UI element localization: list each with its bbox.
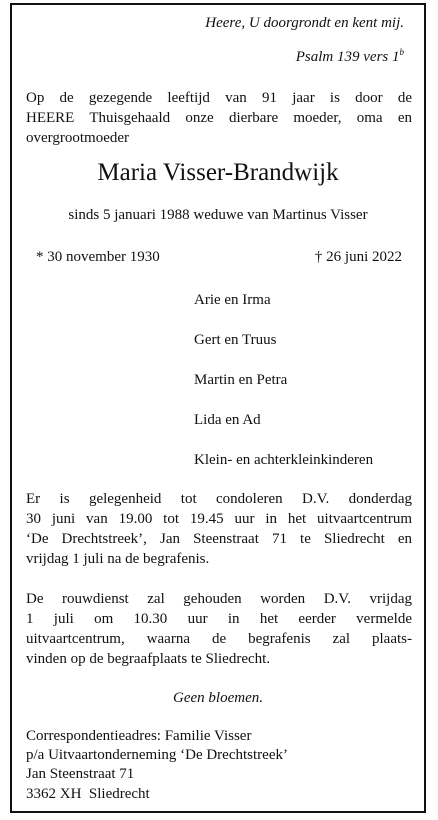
family-member: Arie en Irma: [194, 292, 271, 308]
no-flowers-note: Geen bloemen.: [173, 690, 263, 706]
intro-line: overgrootmoeder: [26, 130, 130, 146]
condolence-line: Er is gelegenheid tot condoleren D.V. donderdag: [26, 491, 412, 507]
family-member: Martin en Petra: [194, 372, 288, 388]
motto-reference-sup: b: [399, 47, 404, 57]
service-line: De rouwdienst zal gehouden worden D.V. vrijdag: [26, 591, 412, 607]
correspondence-line: Correspondentieadres: Familie Visser: [26, 728, 252, 744]
family-member: Klein- en achterkleinkinderen: [194, 452, 374, 468]
condolence-paragraph: [26, 489, 412, 569]
death-date: † 26 juni 2022: [314, 249, 402, 265]
service-line: uitvaartcentrum, waarna de begrafenis zal plaats-: [26, 631, 412, 647]
condolence-line: 30 juni van 19.00 tot 19.45 uur in het uitvaartcentrum: [26, 511, 412, 527]
motto-reference: Psalm 139 vers 1$^b$: [295, 47, 404, 65]
obituary-card: [10, 3, 426, 813]
service-line: 1 juli om 10.30 uur in het eerder vermelde: [26, 611, 412, 627]
family-member: Gert en Truus: [194, 332, 277, 348]
intro-paragraph: [26, 88, 412, 148]
motto-verse: Heere, U doorgrondt en kent mij.: [205, 15, 404, 31]
deceased-name: Maria Visser-Brandwijk: [97, 159, 339, 186]
family-member: Lida en Ad: [194, 412, 261, 428]
intro-line: HEERE Thuisgehaald onze dierbare moeder, oma en: [26, 110, 412, 126]
correspondence-line: Jan Steenstraat 71: [26, 766, 135, 782]
condolence-line: ‘De Drechtstreek’, Jan Steenstraat 71 te Sliedrecht en: [26, 531, 412, 547]
widow-line: sinds 5 januari 1988 weduwe van Martinus Visser: [68, 207, 368, 223]
service-paragraph: [26, 589, 412, 669]
intro-line: Op de gezegende leeftijd van 91 jaar is door de: [26, 90, 412, 106]
condolence-line: vrijdag 1 juli na de begrafenis.: [26, 551, 210, 567]
birth-date: * 30 november 1930: [36, 249, 160, 265]
correspondence-line: 3362 XH Sliedrecht: [26, 786, 150, 802]
service-line: vinden op de begraafplaats te Sliedrecht.: [26, 651, 271, 667]
correspondence-line: p/a Uitvaartonderneming ‘De Drechtstreek’: [26, 747, 288, 763]
